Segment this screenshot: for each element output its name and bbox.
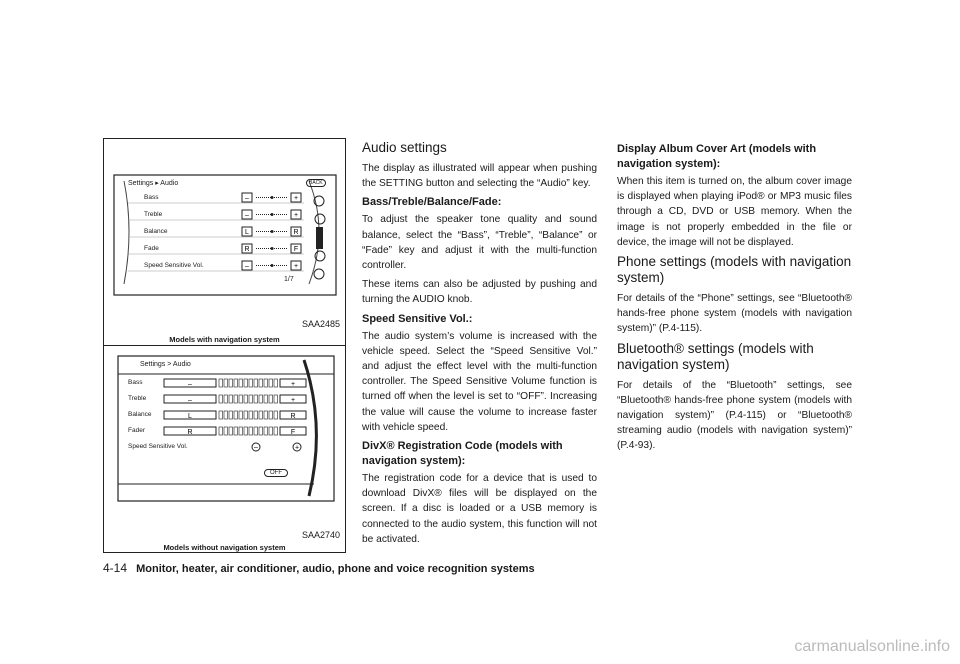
paragraph: These items can also be adjusted by pushing and turning the AUDIO knob. [362,279,597,306]
level-segment [219,411,223,419]
text-column-1 [362,140,597,551]
heading-speed-sensitive: Speed Sensitive Vol.: [362,312,473,325]
level-marker [271,196,274,199]
level-segment [244,395,248,403]
level-segment [219,379,223,387]
decrease-symbol: R [244,246,250,253]
decrease-symbol: – [245,212,249,219]
level-segment [264,379,268,387]
decrease-symbol: – [245,195,249,202]
level-segment [219,395,223,403]
paragraph: For details of the “Phone” settings, see “Bluetooth® hands-free phone system (models with navigation system)” (P.4-115). [617,293,852,335]
increase-symbol: F [290,429,296,436]
level-segment [254,411,258,419]
level-segment [259,411,263,419]
level-segment [264,427,268,435]
heading-album-art: Display Album Cover Art (models with navigation system): [617,143,817,170]
heading-divx: DivX® Registration Code (models with navigation system): [362,440,563,468]
increase-symbol: + [293,212,299,219]
level-segment [269,395,273,403]
decrease-symbol: L [245,229,249,236]
level-segment [234,411,238,419]
level-segment [254,379,258,387]
footer-title: Monitor, heater, air conditioner, audio, phone and voice recognition systems [136,563,535,575]
paragraph: To adjust the speaker tone quality and sound balance, select the “Bass”, “Treble”, “Balance” or “Fade” key and adjust it with the multi-function controller. [362,214,597,272]
level-segment [254,427,258,435]
right-side-buttons [314,196,325,279]
level-segment [219,427,223,435]
decrease-symbol: L [188,413,192,420]
decrease-symbol: – [254,444,258,452]
screen-illustration-nav [104,139,345,299]
level-segment [224,427,228,435]
level-segment [269,427,273,435]
decrease-symbol: R [187,429,193,436]
level-segment [224,379,228,387]
figure-code: SAA2485 [301,319,340,329]
text-column-2 [617,140,852,458]
increase-symbol: + [294,444,300,452]
level-segment [264,411,268,419]
level-segment [264,395,268,403]
level-segment [224,395,228,403]
heading-audio-settings: Audio settings [362,140,447,155]
decrease-symbol: – [245,263,249,270]
page-indicator: 1/7 [284,276,294,283]
level-segment [229,411,233,419]
level-segment [239,379,243,387]
increase-symbol: + [293,195,299,202]
level-segment [249,411,253,419]
increase-symbol: + [290,381,296,388]
off-indicator: OFF [264,469,288,477]
figure-audio-no-nav [103,345,346,553]
level-segment [259,379,263,387]
paragraph: The audio system’s volume is increased with the vehicle speed. Select the “Speed Sensitive Vol.” and adjust the effect level with the multi-function controller. The Speed Sensitive Volume function is turned off when the level is set to “OFF”. Increasing the value will cause the volume to increase faster with vehicle speed. [362,330,597,433]
increase-symbol: R [290,413,296,420]
level-segment [269,379,273,387]
watermark: carmanualsonline.info [794,638,950,655]
level-segment [244,427,248,435]
level-marker [271,247,274,250]
level-segment [234,379,238,387]
level-segment [274,395,278,403]
figure-audio-nav [103,138,346,346]
level-segment [244,411,248,419]
level-marker [271,230,274,233]
setting-row-label: Fader [128,427,145,434]
setting-row-label: Treble [128,395,147,402]
level-segment [229,395,233,403]
figure-code: SAA2740 [301,530,340,540]
screen-title: Settings ▸ Audio [128,180,179,187]
level-segment [239,411,243,419]
level-marker [271,264,274,267]
setting-row-label: Speed Sensitive Vol. [128,443,188,450]
level-segment [234,395,238,403]
level-marker [271,213,274,216]
increase-symbol: F [293,246,299,253]
heading-bass-treble: Bass/Treble/Balance/Fade: [362,196,502,209]
level-segment [259,395,263,403]
figure-caption: Models with navigation system [169,335,280,344]
page-footer [103,561,535,575]
level-segment [244,379,248,387]
level-segment [259,427,263,435]
back-button: BACK [306,179,326,187]
level-segment [249,379,253,387]
decrease-symbol: – [188,381,192,388]
level-segment [274,427,278,435]
level-segment [249,427,253,435]
level-segment [269,411,273,419]
level-segment [254,395,258,403]
decrease-symbol: – [188,397,192,404]
level-segment [239,427,243,435]
increase-symbol: + [290,397,296,404]
level-segment [249,395,253,403]
level-segment [274,379,278,387]
paragraph: When this item is turned on, the album cover image is displayed when playing iPod® or MP3 music files through a CD, DVD or USB memory. When the image is not properly embedded in the file or device, the image will not be displayed. [617,176,852,248]
setting-row-label: Bass [128,379,143,386]
increase-symbol: R [293,229,299,236]
level-segment [239,395,243,403]
level-segment [234,427,238,435]
increase-symbol: + [293,263,299,270]
paragraph: The display as illustrated will appear when pushing the SETTING button and selecting the “Audio” key. [362,163,597,190]
setting-row-label: Treble [144,211,163,218]
level-segment [224,411,228,419]
page-number: 4-14 [103,561,128,575]
setting-row-label: Balance [144,228,168,235]
level-segment [229,379,233,387]
screen-illustration-no-nav [104,346,345,506]
figure-caption: Models without navigation system [163,543,286,552]
paragraph: For details of the “Bluetooth” settings, see “Bluetooth® hands-free phone system (models with navigation system)” (P.4-115) or “Bluetooth® streaming audio (models with navigation system)” (P.4-93). [617,379,852,452]
level-segment [274,411,278,419]
setting-row-label: Bass [144,194,159,201]
setting-row-label: Speed Sensitive Vol. [144,262,204,269]
heading-phone-settings: Phone settings (models with navigation system) [617,254,852,286]
heading-bluetooth-settings: Bluetooth® settings (models with navigation system) [617,340,814,372]
paragraph: The registration code for a device that is used to download DivX® files will be displayed on the screen. If a disc is loaded or a USB memory is connected to the audio system, this function will not be activated. [362,473,597,545]
setting-row-label: Balance [128,411,152,418]
screen-title: Settings > Audio [140,361,191,368]
level-segment [229,427,233,435]
setting-row-label: Fade [144,245,159,252]
